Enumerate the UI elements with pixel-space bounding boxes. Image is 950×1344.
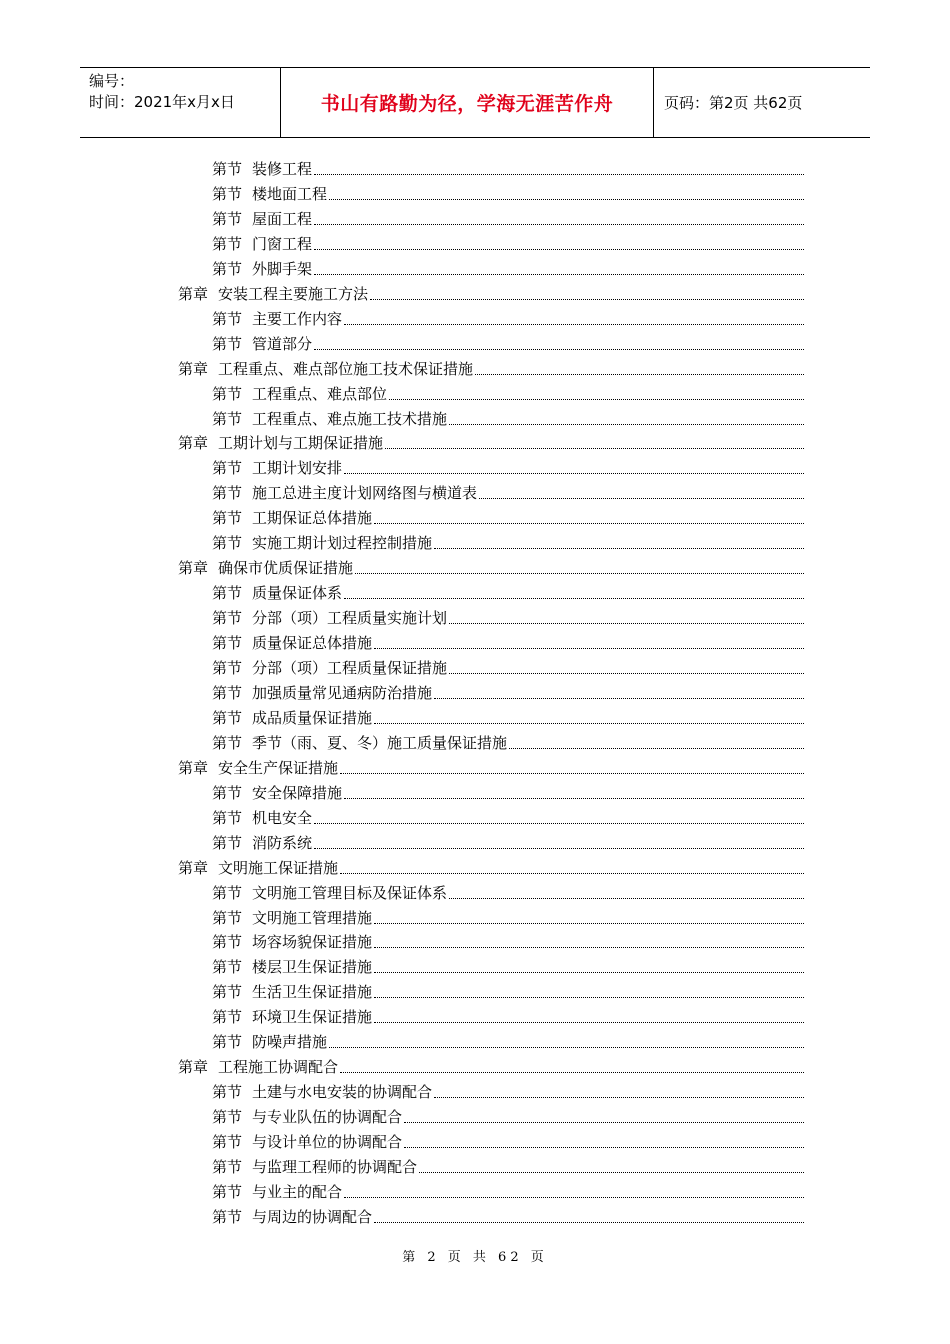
toc-entry-prefix: 第节 xyxy=(212,160,243,178)
toc-entry-title: 安装工程主要施工方法 xyxy=(218,284,369,303)
toc-entry-title: 分部（项）工程质量保证措施 xyxy=(252,659,448,677)
toc-entry-prefix: 第章 xyxy=(178,559,209,578)
toc-dot-leader xyxy=(374,647,804,649)
toc-entry-title: 外脚手架 xyxy=(252,259,313,278)
toc-entry-prefix: 第节 xyxy=(212,609,243,628)
toc-entry-prefix: 第节 xyxy=(212,908,243,927)
toc-entry-title: 工程重点、难点施工技术措施 xyxy=(252,409,448,428)
toc-section-row[interactable] xyxy=(212,707,804,729)
toc-chapter-row[interactable] xyxy=(178,358,804,380)
toc-entry-label xyxy=(212,383,389,405)
toc-dot-leader xyxy=(374,996,804,998)
toc-entry-title: 管道部分 xyxy=(252,334,313,353)
toc-entry-label xyxy=(212,632,374,654)
toc-entry-label xyxy=(212,956,374,978)
toc-entry-title: 文明施工保证措施 xyxy=(218,858,339,877)
toc-entry-title: 工程重点、难点部位施工技术保证措施 xyxy=(218,359,474,378)
toc-dot-leader xyxy=(434,547,804,549)
toc-section-row[interactable] xyxy=(212,807,804,829)
toc-entry-label xyxy=(212,607,449,629)
toc-entry-prefix: 第节 xyxy=(212,459,243,478)
toc-entry-label xyxy=(212,183,329,205)
toc-dot-leader xyxy=(329,1046,804,1048)
toc-dot-leader xyxy=(344,797,804,799)
toc-entry-label xyxy=(178,557,355,579)
toc-chapter-row[interactable] xyxy=(178,1056,804,1078)
toc-dot-leader xyxy=(355,572,804,574)
toc-section-row[interactable] xyxy=(212,632,804,654)
toc-dot-leader xyxy=(314,348,804,350)
toc-entry-label xyxy=(212,408,449,430)
toc-section-row[interactable] xyxy=(212,1031,804,1053)
toc-entry-title: 消防系统 xyxy=(252,833,313,852)
toc-entry-label xyxy=(212,707,374,729)
toc-dot-leader xyxy=(479,497,804,499)
toc-entry-prefix: 第节 xyxy=(212,209,243,228)
time-label: 时间：2021年x月x日 xyxy=(89,93,235,111)
toc-entry-label xyxy=(212,682,434,704)
toc-chapter-row[interactable] xyxy=(178,283,804,305)
toc-dot-leader xyxy=(374,1221,804,1223)
toc-dot-leader xyxy=(434,697,804,699)
toc-entry-title: 确保市优质保证措施 xyxy=(218,559,354,578)
toc-entry-label xyxy=(212,532,434,554)
toc-entry-title: 与业主的配合 xyxy=(252,1182,343,1201)
toc-entry-prefix: 第章 xyxy=(178,434,209,453)
toc-entry-title: 安全生产保证措施 xyxy=(218,758,339,777)
toc-entry-title: 土建与水电安装的协调配合 xyxy=(252,1083,433,1102)
toc-entry-prefix: 第章 xyxy=(178,284,209,303)
toc-entry-prefix: 第节 xyxy=(212,808,243,827)
toc-section-row[interactable] xyxy=(212,682,804,704)
toc-entry-title: 工程施工协调配合 xyxy=(218,1058,339,1077)
toc-dot-leader xyxy=(374,522,804,524)
toc-section-row[interactable] xyxy=(212,956,804,978)
toc-entry-label xyxy=(212,507,374,529)
toc-entry-label xyxy=(212,1006,374,1028)
toc-dot-leader xyxy=(314,273,804,275)
toc-entry-label xyxy=(212,1031,329,1053)
header-meta xyxy=(80,68,281,137)
toc-entry-prefix: 第节 xyxy=(212,1207,243,1226)
toc-entry-title: 门窗工程 xyxy=(252,234,313,253)
toc-entry-prefix: 第节 xyxy=(212,584,243,603)
toc-entry-title: 加强质量常见通病防治措施 xyxy=(252,683,433,702)
toc-entry-prefix: 第节 xyxy=(212,983,243,1002)
toc-section-row[interactable] xyxy=(212,782,804,804)
toc-entry-title: 楼地面工程 xyxy=(252,184,328,203)
toc-dot-leader xyxy=(329,198,804,200)
toc-entry-title: 成品质量保证措施 xyxy=(252,708,373,727)
toc-chapter-row[interactable] xyxy=(178,557,804,579)
toc-section-row[interactable] xyxy=(212,907,804,929)
toc-entry-title: 季节（雨、夏、冬）施工质量保证措施 xyxy=(252,733,508,752)
toc-entry-prefix: 第节 xyxy=(212,309,243,328)
header-page-label: 页码：第2页 共62页 xyxy=(664,94,803,112)
toc-entry-title: 施工总进主度计划网络图与横道表 xyxy=(252,484,478,503)
toc-entry-label xyxy=(178,432,385,454)
toc-dot-leader xyxy=(449,897,804,899)
toc-entry-title: 质量保证总体措施 xyxy=(252,634,373,653)
toc-chapter-row[interactable] xyxy=(178,757,804,779)
toc-entry-prefix: 第节 xyxy=(212,384,243,403)
toc-entry-prefix: 第章 xyxy=(178,359,209,378)
toc-entry-title: 安全保障措施 xyxy=(252,783,343,802)
toc-section-row[interactable] xyxy=(212,931,804,953)
toc-entry-label xyxy=(212,882,449,904)
toc-section-row[interactable] xyxy=(212,981,804,1003)
toc-entry-label xyxy=(212,208,314,230)
toc-dot-leader xyxy=(314,822,804,824)
toc-dot-leader xyxy=(374,971,804,973)
toc-entry-label xyxy=(212,233,314,255)
toc-entry-prefix: 第节 xyxy=(212,683,243,702)
toc-dot-leader xyxy=(449,622,804,624)
toc-entry-prefix: 第节 xyxy=(212,634,243,653)
toc-entry-title: 工期保证总体措施 xyxy=(252,509,373,528)
toc-section-row[interactable] xyxy=(212,607,804,629)
toc-dot-leader xyxy=(404,1146,804,1148)
toc-section-row[interactable] xyxy=(212,308,804,330)
toc-entry-label xyxy=(212,1131,404,1153)
toc-entry-label xyxy=(212,981,374,1003)
toc-entry-label xyxy=(178,283,370,305)
toc-dot-leader xyxy=(340,872,804,874)
toc-entry-label xyxy=(178,1056,340,1078)
toc-dot-leader xyxy=(374,922,804,924)
toc-entry-label xyxy=(178,857,340,879)
toc-entry-label xyxy=(212,782,344,804)
toc-entry-prefix: 第节 xyxy=(212,334,243,353)
toc-dot-leader xyxy=(509,747,804,749)
toc-section-row[interactable] xyxy=(212,1081,804,1103)
toc-entry-title: 场容场貌保证措施 xyxy=(252,933,373,952)
toc-entry-prefix: 第节 xyxy=(212,534,243,553)
toc-entry-label xyxy=(212,732,509,754)
toc-entry-title: 实施工期计划过程控制措施 xyxy=(252,534,433,553)
toc-entry-title: 与周边的协调配合 xyxy=(252,1207,373,1226)
toc-dot-leader xyxy=(344,323,804,325)
toc-entry-title: 工程重点、难点部位 xyxy=(252,384,388,403)
toc-entry-label xyxy=(212,832,314,854)
toc-section-row[interactable] xyxy=(212,1006,804,1028)
toc-entry-prefix: 第节 xyxy=(212,1033,243,1052)
toc-entry-label xyxy=(212,1156,419,1178)
toc-chapter-row[interactable] xyxy=(178,432,804,454)
toc-entry-title: 生活卫生保证措施 xyxy=(252,983,373,1002)
toc-entry-prefix: 第章 xyxy=(178,1058,209,1077)
toc-entry-prefix: 第节 xyxy=(212,509,243,528)
toc-dot-leader xyxy=(374,722,804,724)
toc-entry-label xyxy=(212,1081,434,1103)
toc-entry-title: 与专业队伍的协调配合 xyxy=(252,1108,403,1127)
toc-section-row[interactable] xyxy=(212,457,804,479)
toc-entry-prefix: 第节 xyxy=(212,1158,243,1176)
toc-entry-label xyxy=(212,657,449,679)
toc-dot-leader xyxy=(314,248,804,250)
toc-entry-title: 机电安全 xyxy=(252,808,313,827)
toc-section-row[interactable] xyxy=(212,582,804,604)
toc-dot-leader xyxy=(475,373,804,375)
toc-entry-prefix: 第节 xyxy=(212,833,243,852)
toc-section-row[interactable] xyxy=(212,732,804,754)
toc-dot-leader xyxy=(340,1071,804,1073)
toc-entry-label xyxy=(212,931,374,953)
toc-dot-leader xyxy=(314,223,804,225)
toc-section-row[interactable] xyxy=(212,408,804,430)
toc-dot-leader xyxy=(385,447,804,449)
page-footer: 第 2 页 共 62 页 xyxy=(402,1250,548,1265)
toc-entry-label xyxy=(178,757,340,779)
toc-entry-title: 与监理工程师的协调配合 xyxy=(252,1158,418,1176)
page-header xyxy=(80,67,870,138)
toc-entry-prefix: 第节 xyxy=(212,933,243,952)
toc-section-row[interactable] xyxy=(212,258,804,280)
toc-dot-leader xyxy=(374,1021,804,1023)
toc-entry-label xyxy=(212,1206,374,1228)
toc-entry-prefix: 第节 xyxy=(212,659,243,677)
toc-entry-title: 楼层卫生保证措施 xyxy=(252,958,373,977)
toc-dot-leader xyxy=(340,772,804,774)
toc-entry-prefix: 第节 xyxy=(212,234,243,253)
toc-section-row[interactable] xyxy=(212,1106,804,1128)
toc-section-row[interactable] xyxy=(212,1156,804,1178)
toc-entry-label xyxy=(178,358,475,380)
toc-entry-label xyxy=(212,308,344,330)
toc-section-row[interactable] xyxy=(212,832,804,854)
toc-entry-prefix: 第章 xyxy=(178,858,209,877)
toc-entry-label xyxy=(212,482,479,504)
toc-section-row[interactable] xyxy=(212,657,804,679)
code-label: 编号： xyxy=(89,72,135,90)
toc-entry-title: 分部（项）工程质量实施计划 xyxy=(252,609,448,628)
toc-section-row[interactable] xyxy=(212,383,804,405)
toc-dot-leader xyxy=(314,173,804,175)
toc-entry-title: 文明施工管理目标及保证体系 xyxy=(252,883,448,902)
toc-entry-label xyxy=(212,258,314,280)
toc-entry-prefix: 第节 xyxy=(212,1133,243,1152)
toc-entry-prefix: 第节 xyxy=(212,883,243,902)
toc-entry-title: 与设计单位的协调配合 xyxy=(252,1133,403,1152)
toc-dot-leader xyxy=(404,1121,804,1123)
toc-entry-prefix: 第节 xyxy=(212,1083,243,1102)
toc-dot-leader xyxy=(434,1096,804,1098)
toc-entry-prefix: 第章 xyxy=(178,758,209,777)
toc-entry-title: 装修工程 xyxy=(252,160,313,178)
toc-dot-leader xyxy=(449,672,804,674)
toc-dot-leader xyxy=(374,946,804,948)
toc-section-row[interactable] xyxy=(212,482,804,504)
toc-entry-label xyxy=(212,1106,404,1128)
toc-dot-leader xyxy=(419,1171,804,1173)
toc-entry-title: 工期计划安排 xyxy=(252,459,343,478)
toc-entry-prefix: 第节 xyxy=(212,783,243,802)
toc-entry-title: 质量保证体系 xyxy=(252,584,343,603)
toc-entry-prefix: 第节 xyxy=(212,733,243,752)
toc-section-row[interactable] xyxy=(212,1131,804,1153)
toc-dot-leader xyxy=(344,597,804,599)
toc-dot-leader xyxy=(449,423,804,425)
toc-entry-label xyxy=(212,333,314,355)
toc-entry-title: 工期计划与工期保证措施 xyxy=(218,434,384,453)
toc-entry-prefix: 第节 xyxy=(212,184,243,203)
toc-section-row[interactable] xyxy=(212,183,804,205)
toc-dot-leader xyxy=(344,472,804,474)
toc-dot-leader xyxy=(389,398,804,400)
toc-section-row[interactable] xyxy=(212,507,804,529)
toc-dot-leader xyxy=(314,847,804,849)
toc-entry-label xyxy=(212,807,314,829)
toc-section-row[interactable] xyxy=(212,532,804,554)
toc-entry-prefix: 第节 xyxy=(212,958,243,977)
toc-section-row[interactable] xyxy=(212,1206,804,1228)
toc-section-row[interactable] xyxy=(212,1181,804,1203)
toc-entry-title: 环境卫生保证措施 xyxy=(252,1008,373,1027)
toc-entry-prefix: 第节 xyxy=(212,1182,243,1201)
toc-entry-label xyxy=(212,907,374,929)
toc-chapter-row[interactable] xyxy=(178,857,804,879)
toc-entry-label xyxy=(212,582,344,604)
toc-section-row[interactable] xyxy=(212,233,804,255)
toc-dot-leader xyxy=(344,1196,804,1198)
toc-entry-title: 主要工作内容 xyxy=(252,309,343,328)
toc-entry-prefix: 第节 xyxy=(212,1108,243,1127)
toc-section-row[interactable] xyxy=(212,333,804,355)
toc-entry-prefix: 第节 xyxy=(212,1008,243,1027)
toc-dot-leader xyxy=(370,298,804,300)
toc-entry-title: 防噪声措施 xyxy=(252,1033,328,1052)
toc-entry-title: 文明施工管理措施 xyxy=(252,908,373,927)
toc-entry-prefix: 第节 xyxy=(212,708,243,727)
toc-entry-title: 屋面工程 xyxy=(252,209,313,228)
toc-section-row[interactable] xyxy=(212,158,804,180)
toc-entry-label xyxy=(212,1181,344,1203)
toc-entry-prefix: 第节 xyxy=(212,409,243,428)
toc-section-row[interactable] xyxy=(212,882,804,904)
toc-entry-prefix: 第节 xyxy=(212,259,243,278)
toc-entry-label xyxy=(212,158,314,180)
toc-section-row[interactable] xyxy=(212,208,804,230)
header-motto: 书山有路勤为径，学海无涯苦作舟 xyxy=(281,68,654,137)
toc-entry-prefix: 第节 xyxy=(212,484,243,503)
toc-entry-label xyxy=(212,457,344,479)
